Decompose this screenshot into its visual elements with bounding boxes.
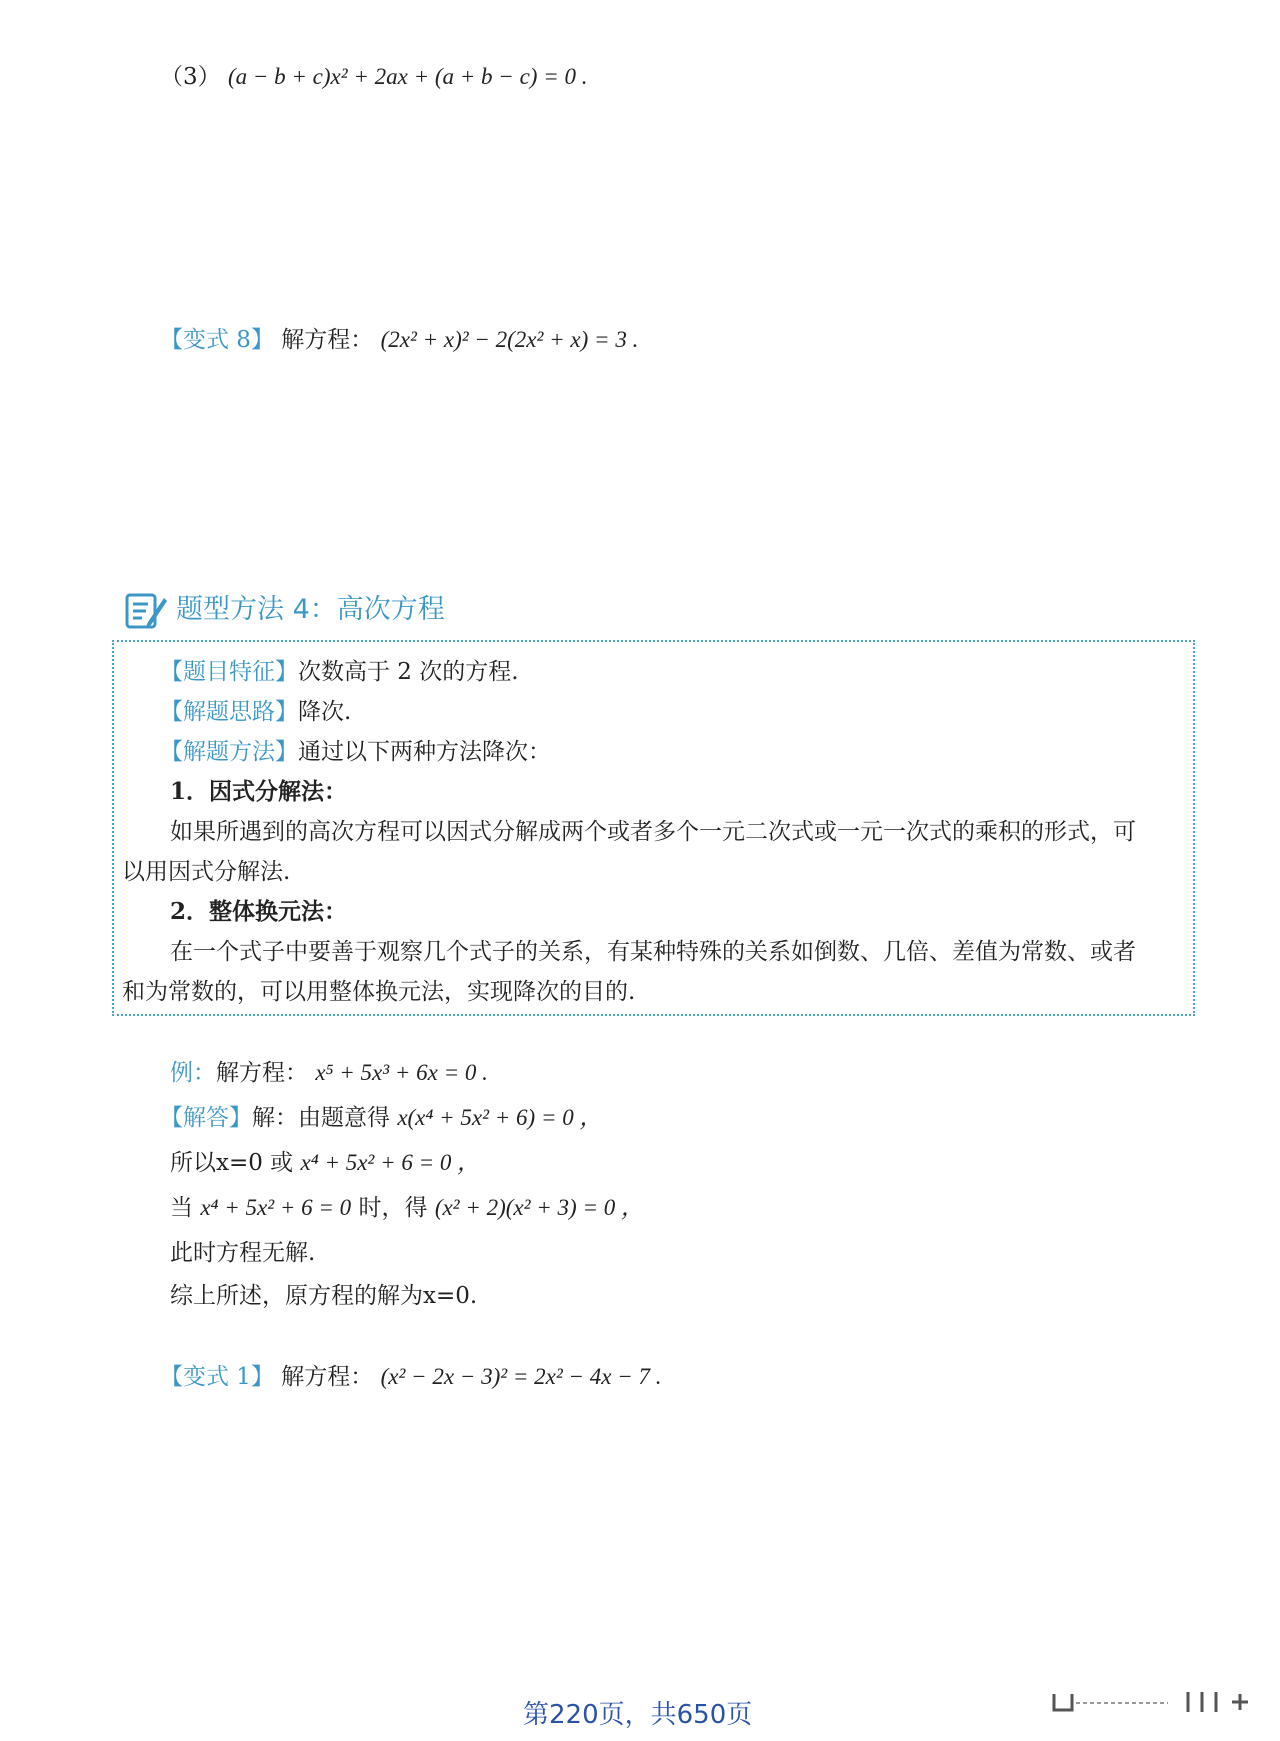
answer-line-3	[170, 1193, 644, 1223]
sort-icon[interactable]	[1188, 1692, 1248, 1712]
answer-line-5: 综上所述，原方程的解为x=0.	[170, 1283, 478, 1309]
variant-1-equation: (x² − 2x − 3)² = 2x² − 4x − 7 .	[380, 1364, 662, 1389]
idea-row	[160, 697, 351, 727]
method-2-line2: 和为常数的，可以用整体换元法，实现降次的目的.	[122, 979, 636, 1005]
variant-1-tag: 【变式 1】	[160, 1364, 274, 1390]
answer-line-3-equation-2: (x² + 2)(x² + 3) = 0 ，	[434, 1195, 644, 1220]
idea-tag: 【解题思路】	[160, 699, 298, 725]
feature-text: 次数高于 2 次的方程.	[298, 659, 519, 685]
example-prompt: 解方程：	[216, 1060, 308, 1086]
answer-row	[160, 1103, 602, 1133]
answer-lead: 解：由题意得	[252, 1105, 390, 1131]
variant-1-prompt: 解方程：	[281, 1364, 374, 1390]
problem-3	[160, 62, 587, 92]
section-title: 题型方法 4：高次方程	[176, 594, 445, 625]
answer-line-3-text-a: 当	[170, 1195, 193, 1221]
section-heading	[124, 590, 445, 630]
feature-tag: 【题目特征】	[160, 659, 298, 685]
problem-3-label: （3）	[160, 64, 221, 90]
edit-notes-icon	[124, 590, 168, 630]
variant-8-prompt: 解方程：	[281, 327, 374, 353]
answer-line-3-text-b: 时，得	[358, 1195, 428, 1221]
example-tag: 例：	[170, 1060, 216, 1086]
idea-text: 降次.	[298, 699, 352, 725]
example-equation: x⁵ + 5x³ + 6x = 0 .	[315, 1060, 488, 1085]
page-indicator: 第220页，共650页	[523, 1700, 753, 1730]
answer-line-2-text: 所以x=0 或	[170, 1150, 294, 1176]
answer-line-2	[170, 1148, 480, 1178]
variant-1	[160, 1362, 662, 1392]
feature-row	[160, 657, 519, 687]
variant-8-equation: (2x² + x)² − 2(2x² + x) = 3 .	[380, 327, 639, 352]
method-1-line1: 如果所遇到的高次方程可以因式分解成两个或者多个一元二次式或一元一次式的乘积的形式，可	[170, 819, 1136, 845]
answer-equation: x(x⁴ + 5x² + 6) = 0 ，	[397, 1105, 603, 1130]
method-2-title: 2．整体换元法：	[170, 898, 348, 925]
variant-8-tag: 【变式 8】	[160, 327, 274, 353]
method-row	[160, 737, 551, 767]
answer-line-3-equation-1: x⁴ + 5x² + 6 = 0	[200, 1195, 352, 1220]
view-controls[interactable]	[1048, 1688, 1258, 1716]
answer-line-4: 此时方程无解.	[170, 1240, 316, 1266]
problem-3-equation: (a − b + c)x² + 2ax + (a + b − c) = 0 .	[227, 64, 588, 89]
answer-line-2-equation: x⁴ + 5x² + 6 = 0 ，	[300, 1150, 481, 1175]
method-2-line1: 在一个式子中要善于观察几个式子的关系，有某种特殊的关系如倒数、几倍、差值为常数、或者	[170, 939, 1136, 965]
method-tag: 【解题方法】	[160, 739, 298, 765]
example-row	[170, 1058, 488, 1088]
method-1-title: 1．因式分解法：	[170, 778, 348, 805]
method-1-line2: 以用因式分解法.	[122, 859, 291, 885]
variant-8	[160, 325, 638, 355]
method-text: 通过以下两种方法降次：	[298, 739, 551, 765]
answer-tag: 【解答】	[160, 1105, 252, 1131]
slider-icon[interactable]	[1054, 1694, 1168, 1710]
